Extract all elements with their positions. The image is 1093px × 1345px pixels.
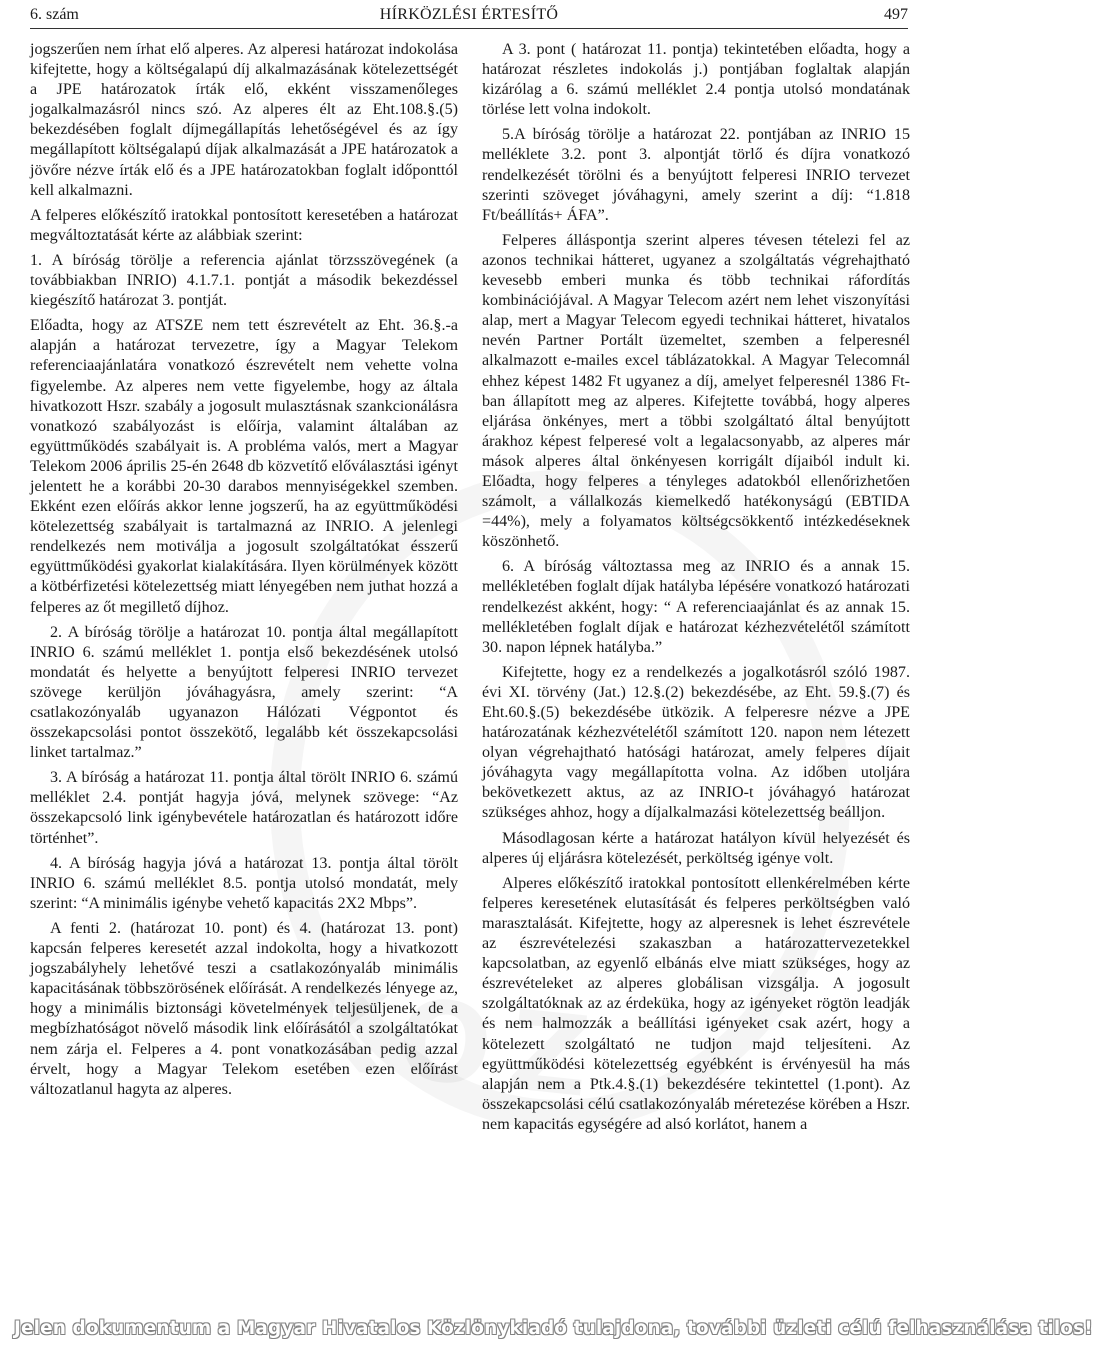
copyright-notice: Jelen dokumentum a Magyar Hivatalos Közlönykiadó tulajdona, további üzleti célú felhasználása tilos! [14,1318,1093,1339]
right-column-paragraph: 6. A bíróság változtassa meg az INRIO és a annak 15. mellékletében foglalt díjak hatályba lépésére vonatkozó határozati rendelkezést akként, hogy: “ A referenciaajánlat és az annak 15. mellékletében foglalt díjak e határozat kézhezvételétől számított 30. napon lépnek hatályba.” [482,558,910,656]
right-column-paragraph: 5.A bíróság törölje a határozat 22. pontjában az INRIO 15 melléklete 3.2. pont 3. alpontját törlő és díjra vonatkozó rendelkezését törölni és a benyújtott felperesi INRIO tervezet szerinti szöveget jóváhagyni, amely szerint a díj: “1.818 Ft/beállítás+ ÁFA”. [482,126,910,224]
left-column-paragraph: 4. A bíróság hagyja jóvá a határozat 13. pontja által törölt INRIO 6. számú melléklet 8.5. pontja utolsó mondatát, mely szerint: “A minimális igénybe vehető kapacitás 2X2 Mbps”. [30,854,458,912]
left-column-paragraph: 3. A bíróság a határozat 11. pontja által törölt INRIO 6. számú melléklet 2.4. pontját hagyja jóvá, melynek szövege: “Az összekapcsoló link igénybevétele határozatlan és határozott időre történhet”. [30,769,458,847]
right-column [482,40,910,1135]
left-column-paragraph: 2. A bíróság törölje a határozat 10. pontja által megállapított INRIO 6. számú melléklet 1. pontja első bekezdésének utolsó mondatát és helyette a benyújtott felperesi INRIO tervezet szövege kerüljön jóváhagyásra, amely szerint: “A csatlakozónyaláb ugyanazon Hálózati Végpontot és összekapcsolási pontot összekötő, legalább két összekapcsolási linket tartalmaz.” [30,623,458,762]
right-column-paragraph: Másodlagosan kérte a határozat hatályon kívül helyezését és alperes új eljárásra kötelezését, perköltség igénye volt. [482,829,910,867]
left-column [30,40,458,1100]
journal-title: HÍRKÖZLÉSI ÉRTESÍTŐ [379,6,559,23]
left-column-paragraph: A fenti 2. (határozat 10. pont) és 4. (határozat 13. pont) kapcsán felperes keresetét azzal indokolta, hogy a hivatkozott jogszabályhely lehetővé teszi a csatlakozónyaláb minimális kapacitásának többszörösének előírását. A rendelkezés lényege az, hogy a minimális biztonsági követelmények teljesüljenek, de a megbízhatóságot növelő második link előírásától a szolgáltatókat nem zárja el. Felperes a 4. pont vonatkozásában pedig azzal érvelt, hogy a Magyar Telekom esetében ezen előírást változatlanul hagyta az alperes. [30,919,458,1098]
left-column-paragraph: A felperes előkészítő iratokkal pontosított keresetében a határozat megváltoztatását kérte az alábbiak szerint: [30,206,458,244]
page-number: 497 [884,6,908,23]
issue-number: 6. szám [30,6,79,23]
right-column-paragraph: Alperes előkészítő iratokkal pontosított ellenkérelmében kérte felperes keresetének elutasítását és felperes perköltségben való marasztalását. Kifejtette, hogy az alperesnek is lehet észrevétele az észrevételezési szakaszban a határozattervezetekkel kapcsolatban, az egyenlő elbánás elve miatt szükséges, hogy az észrevételeket az alperes globálisan vizsgálja. A jogosult szolgáltatóknak az az érdeküka, hogy az igényeket rögtön leadják és nem halmozzák a beállítási igényeket csak azért, hogy a kötelezett szolgáltató ne tudjon majd teljesíteni. Az együttműködési kötelezettség egyébként is érvényesül ha más alapján nem a Ptk.4.§.(1) bekezdésére tekintettel (1.pont). Az összekapcsolási célú csatlakozónyaláb méretezése körében a Hszr. nem kapacitás egységére ad alsó korlátot, hanem a [482,874,910,1133]
left-column-paragraph: jogszerűen nem írhat elő alperes. Az alperesi határozat indokolása kifejtette, hogy a költségalapú díj alkalmazásának kötelezettségét a JPE határozatok írták elő, ekként visszamenőleges jogalkalmazásról nincs szó. Az alperes élt az Eht.108.§.(5) bekezdésében foglalt díjmegállapítás lehetőségével és az így megállapított költségalapú díjak alkalmazását a JPE határozatok a jövőre nézve írták elő és a JPE határozatokban foglalt időponttól kell alkalmazni. [30,41,458,199]
header-rule [30,28,908,29]
page-header [30,4,908,28]
right-column-paragraph: Kifejtette, hogy ez a rendelkezés a jogalkotásról szóló 1987. évi XI. törvény (Jat.) 12.§.(2) bekezdésébe, az Eht. 59.§.(7) és Eht.60.§.(5) bekezdésébe ütközik. A felperesre nézve a JPE határozatának kézhezvételétől számított 120. napon nem létezett olyan végrehajtható hatósági határozat, amely felperes díjait jóváhagyta vagy megállapította volna. Az időben utoljára bekövetkezett aktus, az az INRIO-t jóváhagyó határozat szükséges ahhoz, hogy a díjalkalmazási kötelezettség beálljon. [482,663,910,822]
left-column-paragraph: Előadta, hogy az ATSZE nem tett észrevételt az Eht. 36.§.-a alapján a határozat tervezetre, így a Magyar Telekom referenciaajánlatára vonatkozó észrevételt nem vehette volna figyelembe. Az alperes nem vette figyelembe, hogy az általa hivatkozott Hszr. szabály a jogosult mulasztásnak szankcionálásra vonatkozó szabályozást is előírja, valamint általában az együttműködés szabályait is. A probléma valós, mert a Magyar Telekom 2006 április 25-én 2648 db közvetítő előválasztási igényt jelentett he a korábbi 20-30 darabos mennyiségekkel szemben. Ekként ezen előírás akkor lenne jogszerű, ha az együttműködési kötelezettség szabályait is tartalmazná az INRIO. A jelenlegi rendelkezés nem motiválja a jogosult szolgáltatókat ésszerű együttműködési gyakorlat kialakítására. Ilyen körülmények között a kötbérfizetési kötelezettség miatt lényegében nem juthat hozzá a felperes az őt megillető díjhoz. [30,317,458,616]
right-column-paragraph: A 3. pont ( határozat 11. pontja) tekintetében előadta, hogy a határozat részletes indokolás j.) pontjában foglaltak alapján kizárólag a 6. számú melléklet 2.4 pontja utolsó mondatának törlése lett volna indokolt. [482,41,910,119]
right-column-paragraph: Felperes álláspontja szerint alperes tévesen tételezi fel az azonos technikai hátteret, ugyanez a szolgáltatás végrehajtható kevesebb emberi munka és több technikai ráfordítás kombinációjával. A Magyar Telecom azért nem lehet viszonyítási alap, mert a Magyar Telecom egyedi technikai hátteret, hivatalos nevén Partner Portált üzemeltet, szemben a felperesnél alkalmazott e-mailes excel táblázatokkal. A Magyar Telecomnál ehhez képest 1482 Ft ugyanez a díj, amelyet felperesnél 1386 Ft-ban állapított meg az alperes. Kifejtette továbbá, hogy alperes eljárása önkényes, mert a többi szolgáltató által benyújtott árakhoz képest felperesé volt a legalacsonyabb, az alperes már mások alperes által önkényesen korrigált díjaiból indult ki. Előadta, hogy felperes a tényleges adatokból ellenőrizhetően számolt, a vállalkozás kiemelkedő hatékonyságú (EBTIDA =44%), mely a folyamatos költségcsökkentő intézkedéseknek köszönhető. [482,231,910,551]
left-column-paragraph: 1. A bíróság törölje a referencia ajánlat törzsszövegének (a továbbiakban INRIO) 4.1.7.1. pontját a második bekezdéssel kiegészítő határozat 3. pontját. [30,251,458,310]
